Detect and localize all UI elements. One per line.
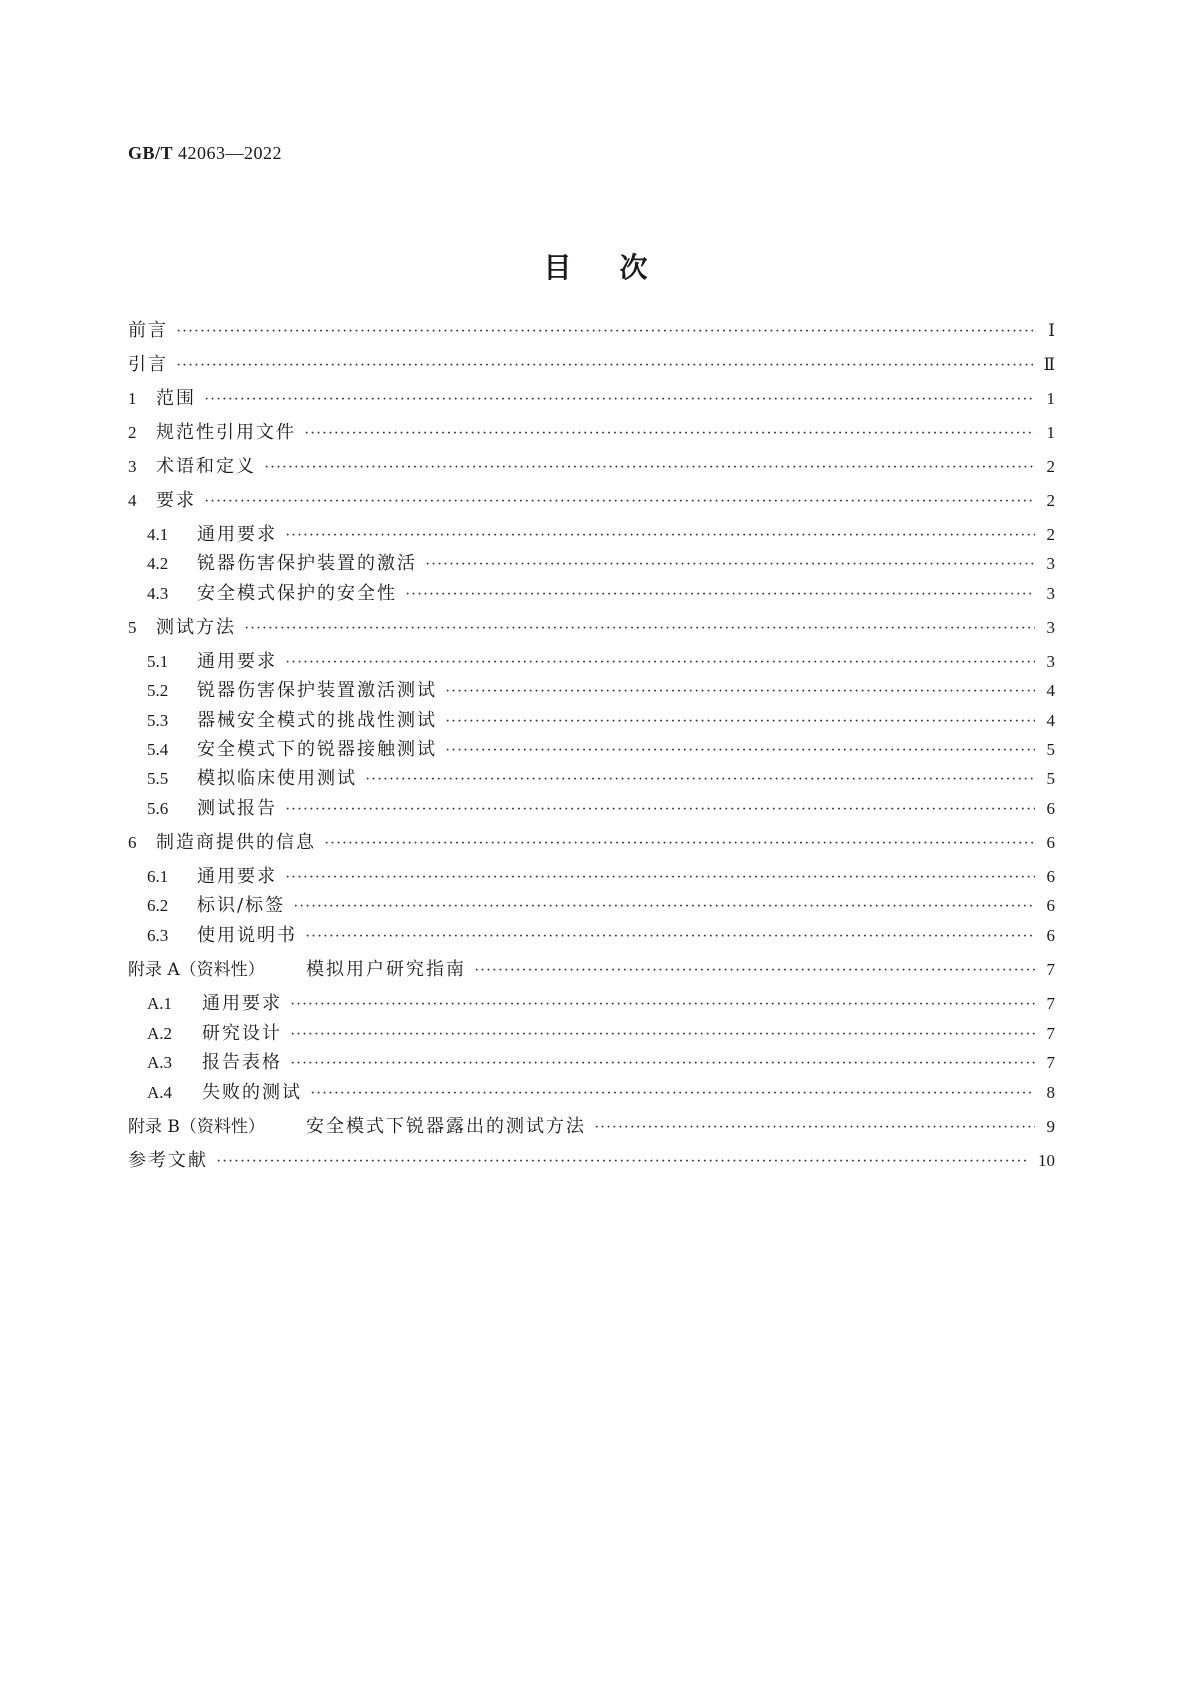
toc-number: 4.1 [147, 525, 169, 544]
toc-number: 5.1 [147, 652, 169, 671]
toc-page: 4 [1046, 711, 1055, 730]
toc-number: 4.2 [147, 554, 169, 573]
toc-label: 锐器伤害保护装置激活测试 [197, 680, 437, 701]
toc-label: 锐器伤害保护装置的激活 [197, 553, 417, 574]
dot-leader [285, 650, 1035, 676]
toc-page: 6 [1046, 799, 1055, 818]
toc-entry-annex-a[interactable] [128, 957, 1055, 983]
toc-number: A.3 [147, 1053, 173, 1072]
toc-page: 3 [1046, 554, 1055, 573]
toc-entry-introduction[interactable] [128, 352, 1055, 378]
toc-label: 前言 [128, 320, 168, 341]
standard-number: 42063—2022 [178, 143, 283, 163]
toc-number: 5.2 [147, 681, 169, 700]
dot-leader [204, 387, 1035, 413]
dot-leader [176, 319, 1035, 345]
toc-label: 器械安全模式的挑战性测试 [197, 710, 437, 731]
toc-entry-a-3[interactable] [147, 1050, 1055, 1076]
toc-entry-5-2[interactable] [147, 678, 1055, 704]
toc-label: 通用要求 [197, 524, 277, 545]
toc-label: 引言 [128, 354, 168, 375]
toc-number: 1 [128, 389, 137, 408]
toc-label: 模拟用户研究指南 [306, 959, 466, 980]
toc-page: 6 [1046, 867, 1055, 886]
toc-entry-6-3[interactable] [147, 923, 1055, 949]
toc-page: 5 [1046, 740, 1055, 759]
toc-number: 2 [128, 423, 137, 442]
dot-leader [244, 616, 1035, 642]
toc-label: 要求 [156, 490, 196, 511]
toc-number: 6.3 [147, 926, 169, 945]
toc-entry-4-2[interactable] [147, 551, 1055, 577]
page-title: 目次 [543, 251, 696, 284]
toc-page: 7 [1046, 994, 1055, 1013]
toc-page: 2 [1046, 457, 1055, 476]
toc-label: 测试方法 [156, 617, 236, 638]
toc-page: 6 [1046, 833, 1055, 852]
dot-leader [594, 1115, 1035, 1141]
toc-number: 5.3 [147, 711, 169, 730]
dot-leader [264, 455, 1035, 481]
toc-number: A.1 [147, 994, 173, 1013]
toc-number: 6 [128, 833, 137, 852]
dot-leader [445, 679, 1035, 705]
toc-entry-5-1[interactable] [147, 649, 1055, 675]
standard-code [128, 143, 282, 164]
toc-label: 标识/标签 [197, 895, 286, 916]
toc-label: 研究设计 [202, 1023, 282, 1044]
toc-page: Ⅱ [1043, 355, 1055, 374]
toc-label: 通用要求 [202, 993, 282, 1014]
toc-entry-4-1[interactable] [147, 522, 1055, 548]
toc-number: 4 [128, 491, 137, 510]
dot-leader [290, 1022, 1035, 1048]
dot-leader [474, 958, 1035, 984]
dot-leader [204, 489, 1035, 515]
dot-leader [285, 797, 1035, 823]
toc-number: 5.5 [147, 769, 169, 788]
toc-label: 测试报告 [197, 798, 277, 819]
toc-page: 7 [1046, 960, 1055, 979]
toc-page: 10 [1038, 1151, 1055, 1170]
dot-leader [216, 1149, 1028, 1175]
toc-label: 失败的测试 [202, 1082, 302, 1103]
toc-label: 范围 [156, 388, 196, 409]
dot-leader [304, 421, 1035, 447]
toc-number: 6.1 [147, 867, 169, 886]
toc-label: 术语和定义 [156, 456, 256, 477]
toc-entry-5-5[interactable] [147, 766, 1055, 792]
toc-page: 3 [1046, 584, 1055, 603]
toc-entry-6[interactable] [128, 830, 1055, 856]
toc-entry-1[interactable] [128, 386, 1055, 412]
toc-label: 参考文献 [128, 1150, 208, 1171]
dot-leader [365, 767, 1035, 793]
toc-number: A.4 [147, 1083, 173, 1102]
toc-label: 通用要求 [197, 866, 277, 887]
toc-number: 5.6 [147, 799, 169, 818]
toc-number: 5.4 [147, 740, 169, 759]
toc-entry-a-2[interactable] [147, 1021, 1055, 1047]
dot-leader [176, 353, 1033, 379]
toc-entry-foreword[interactable] [128, 318, 1055, 344]
dot-leader [405, 582, 1035, 608]
toc-label: 使用说明书 [197, 925, 297, 946]
dot-leader [425, 552, 1035, 578]
toc-page: 2 [1046, 525, 1055, 544]
toc-entry-5-3[interactable] [147, 708, 1055, 734]
toc-page: 6 [1046, 896, 1055, 915]
toc-entry-5-6[interactable] [147, 796, 1055, 822]
toc-entry-6-2[interactable] [147, 893, 1055, 919]
toc-number: 3 [128, 457, 137, 476]
toc-label: 制造商提供的信息 [156, 832, 316, 853]
toc-page: 6 [1046, 926, 1055, 945]
standard-prefix: GB/T [128, 143, 174, 163]
dot-leader [310, 1081, 1035, 1107]
toc-number: 附录 B（资料性） [128, 1117, 265, 1137]
toc-page: 7 [1046, 1024, 1055, 1043]
dot-leader [285, 523, 1035, 549]
toc-entry-4-3[interactable] [147, 581, 1055, 607]
dot-leader [293, 894, 1035, 920]
toc-entry-a-1[interactable] [147, 991, 1055, 1017]
toc-page: 5 [1046, 769, 1055, 788]
toc-label: 安全模式保护的安全性 [197, 583, 397, 604]
toc-entry-4[interactable] [128, 488, 1055, 514]
toc-entry-2[interactable] [128, 420, 1055, 446]
toc-number: 5 [128, 618, 137, 637]
toc-entry-a-4[interactable] [147, 1080, 1055, 1106]
toc-page: 1 [1046, 423, 1055, 442]
toc-entry-5[interactable] [128, 615, 1055, 641]
toc-entry-3[interactable] [128, 454, 1055, 480]
toc-page: 7 [1046, 1053, 1055, 1072]
toc-page: 2 [1046, 491, 1055, 510]
dot-leader [324, 831, 1035, 857]
toc-label: 规范性引用文件 [156, 422, 296, 443]
toc-page: Ⅰ [1048, 321, 1055, 340]
toc-page: 8 [1046, 1083, 1055, 1102]
toc-page: 9 [1046, 1117, 1055, 1136]
toc-entry-annex-b[interactable] [128, 1114, 1055, 1140]
dot-leader [290, 992, 1035, 1018]
toc-number: A.2 [147, 1024, 173, 1043]
dot-leader [305, 924, 1035, 950]
toc-number: 4.3 [147, 584, 169, 603]
toc-entry-bibliography[interactable] [128, 1148, 1055, 1174]
toc-page: 3 [1046, 618, 1055, 637]
dot-leader [285, 865, 1035, 891]
toc-label: 安全模式下的锐器接触测试 [197, 739, 437, 760]
toc-label: 模拟临床使用测试 [197, 768, 357, 789]
toc-entry-5-4[interactable] [147, 737, 1055, 763]
toc-entry-6-1[interactable] [147, 864, 1055, 890]
dot-leader [445, 738, 1035, 764]
dot-leader [445, 709, 1035, 735]
toc-page: 3 [1046, 652, 1055, 671]
toc-label: 安全模式下锐器露出的测试方法 [306, 1116, 586, 1137]
toc-number: 附录 A（资料性） [128, 960, 265, 980]
toc-label: 通用要求 [197, 651, 277, 672]
toc-number: 6.2 [147, 896, 169, 915]
toc-page: 1 [1046, 389, 1055, 408]
dot-leader [290, 1051, 1035, 1077]
toc-label: 报告表格 [202, 1052, 282, 1073]
toc-page: 4 [1046, 681, 1055, 700]
